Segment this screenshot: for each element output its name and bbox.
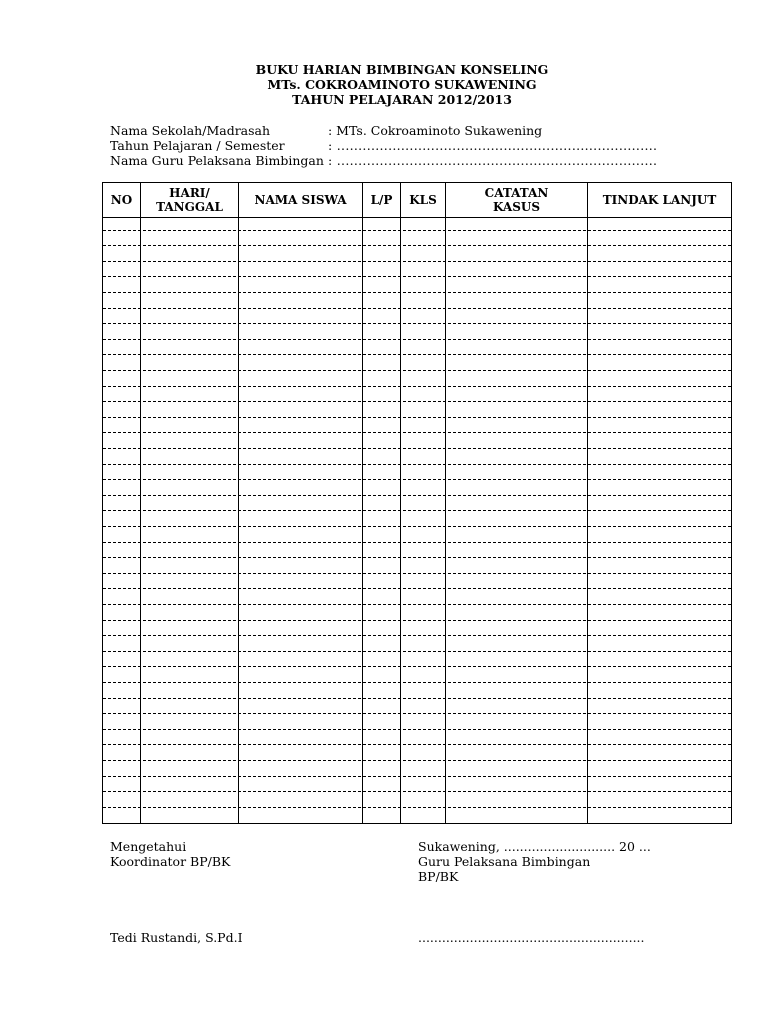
table-row-line [103, 666, 731, 667]
info-row-school [110, 123, 657, 138]
table-row-line [103, 386, 731, 387]
footer-right-signatory: ......................................................... [418, 930, 645, 945]
table-row-line [103, 323, 731, 324]
table-row-line [103, 292, 731, 293]
table-row-line [103, 698, 731, 699]
info-label: Tahun Pelajaran / Semester [110, 138, 285, 153]
table-row-line [103, 495, 731, 496]
table-row-line [103, 542, 731, 543]
column-header-label: TINDAK LANJUT [602, 193, 717, 207]
table-body [103, 218, 731, 823]
table-row-line [103, 526, 731, 527]
info-value: : MTs. Cokroaminoto Sukawening [328, 123, 543, 138]
info-label: Nama Sekolah/Madrasah [110, 123, 271, 138]
table-row-line [103, 370, 731, 371]
footer-left-title [110, 839, 230, 869]
table-row-line [103, 354, 731, 355]
title-line-3: TAHUN PELAJARAN 2012/2013 [292, 92, 512, 107]
table-row-line [103, 448, 731, 449]
footer-teacher-label: Guru Pelaksana Bimbingan [418, 854, 591, 869]
column-header-student-name [239, 183, 362, 217]
column-header-label: NAMA SISWA [254, 193, 347, 207]
table-row-line [103, 479, 731, 480]
column-header-label: KLS [409, 193, 437, 207]
title-line-2: MTs. COKROAMINOTO SUKAWENING [267, 77, 537, 92]
table-row-line [103, 791, 731, 792]
footer-teacher-unit: BP/BK [418, 869, 459, 884]
document-title [0, 62, 768, 107]
info-row-year [110, 138, 657, 153]
footer-acknowledged-label: Mengetahui [110, 839, 187, 854]
table-row-line [103, 713, 731, 714]
footer-coordinator-label: Koordinator BP/BK [110, 854, 231, 869]
table-row-line [103, 339, 731, 340]
table-row-line [103, 729, 731, 730]
table-row-line [103, 635, 731, 636]
column-header-case-notes [446, 183, 587, 217]
table-row-line [103, 682, 731, 683]
info-value: : ........................................................................... [328, 138, 658, 153]
table-row-line [103, 276, 731, 277]
table-row-line [103, 417, 731, 418]
column-header-label: L/P [370, 193, 393, 207]
table-row-line [103, 261, 731, 262]
table-row-line [103, 401, 731, 402]
column-header-label: NO [110, 193, 133, 207]
table-row-line [103, 510, 731, 511]
column-header-label: HARI/ TANGGAL [156, 186, 223, 214]
table-row-line [103, 464, 731, 465]
table-row-line [103, 230, 731, 231]
info-label: Nama Guru Pelaksana Bimbingan [110, 153, 324, 168]
table-row-line [103, 557, 731, 558]
info-block [110, 123, 657, 168]
table-row-line [103, 588, 731, 589]
table-row-line [103, 604, 731, 605]
title-line-1: BUKU HARIAN BIMBINGAN KONSELING [255, 62, 549, 77]
column-header-label: CATATAN KASUS [484, 186, 549, 214]
table-row-line [103, 744, 731, 745]
column-header-gender [363, 183, 400, 217]
table-row-line [103, 760, 731, 761]
table-row-line [103, 308, 731, 309]
table-row-line [103, 776, 731, 777]
footer-place-date: Sukawening, ............................ 20 ... [418, 839, 651, 854]
table-row-line [103, 245, 731, 246]
column-header-follow-up [588, 183, 731, 217]
info-value: : ........................................................................... [328, 153, 658, 168]
column-header-no [103, 183, 140, 217]
footer-right-title [418, 839, 651, 884]
table-header [103, 183, 731, 218]
table-row-line [103, 807, 731, 808]
column-header-date [141, 183, 238, 217]
column-header-class [401, 183, 445, 217]
table-row-line [103, 432, 731, 433]
info-row-teacher [110, 153, 657, 168]
table-row-line [103, 651, 731, 652]
table-row-line [103, 620, 731, 621]
counseling-log-table [102, 182, 732, 824]
footer-left-signatory: Tedi Rustandi, S.Pd.I [110, 930, 243, 945]
table-row-line [103, 573, 731, 574]
